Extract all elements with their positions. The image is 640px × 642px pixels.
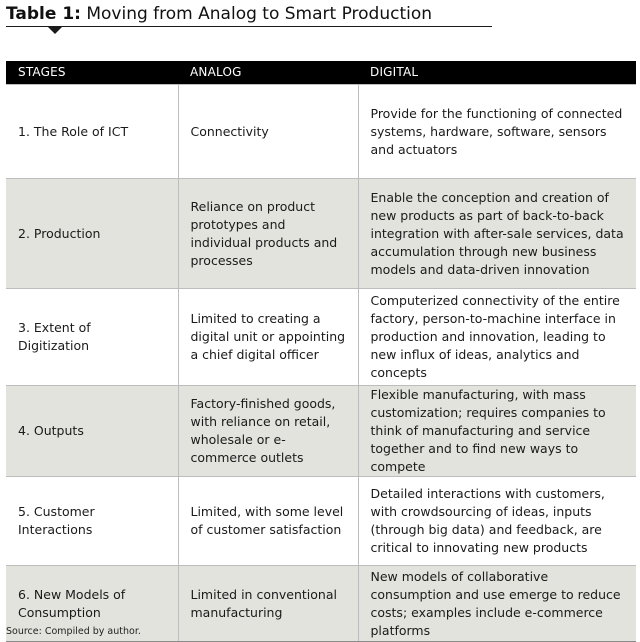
analog-cell: Reliance on product prototypes and individual products and processes <box>178 179 358 289</box>
digital-cell: New models of collaborative consumption and use emerge to reduce costs; examples include e-commerce platforms <box>358 566 636 642</box>
stage-cell: 5. Customer Interactions <box>6 477 178 566</box>
table-row <box>6 179 636 289</box>
analog-cell: Factory-finished goods, with reliance on retail, wholesale or e-commerce outlets <box>178 386 358 477</box>
digital-cell: Enable the conception and creation of new products as part of back-to-back integration with after-sale services, data accumulation through new business models and data-driven innovation <box>358 179 636 289</box>
header-analog: ANALOG <box>190 65 242 79</box>
stage-cell: 2. Production <box>6 179 178 289</box>
table-header-row <box>6 61 636 85</box>
analog-cell: Limited, with some level of customer satisfaction <box>178 477 358 566</box>
stage-cell: 3. Extent of Digitization <box>6 289 178 386</box>
caret-down-icon <box>48 27 62 34</box>
digital-cell: Flexible manufacturing, with mass customization; requires companies to think of manufacturing and service together and to find new ways to compete <box>358 386 636 477</box>
analog-cell: Limited in conventional manufacturing <box>178 566 358 642</box>
stage-cell: 1. The Role of ICT <box>6 85 178 179</box>
source-note: Source: Compiled by author. <box>6 626 141 637</box>
header-digital: DIGITAL <box>370 65 419 79</box>
table-row <box>6 477 636 566</box>
stage-cell: 4. Outputs <box>6 386 178 477</box>
table-title <box>6 2 492 26</box>
analog-cell: Connectivity <box>178 85 358 179</box>
digital-cell: Provide for the functioning of connected systems, hardware, software, sensors and actuators <box>358 85 636 179</box>
header-stages: STAGES <box>18 65 66 79</box>
table-title-label: Table 1: <box>6 4 81 24</box>
analog-cell: Limited to creating a digital unit or appointing a chief digital officer <box>178 289 358 386</box>
table-row <box>6 289 636 386</box>
table-row <box>6 386 636 477</box>
table-row <box>6 85 636 179</box>
digital-cell: Detailed interactions with customers, with crowdsourcing of ideas, inputs (through big data) and feedback, are critical to innovating new products <box>358 477 636 566</box>
stage-cell: 6. New Models of Consumption <box>6 566 178 642</box>
comparison-table <box>6 61 636 642</box>
digital-cell: Computerized connectivity of the entire factory, person-to-machine interface in production and innovation, leading to new influx of ideas, analytics and concepts <box>358 289 636 386</box>
table-title-text: Moving from Analog to Smart Production <box>86 4 433 24</box>
title-rule <box>6 26 492 27</box>
